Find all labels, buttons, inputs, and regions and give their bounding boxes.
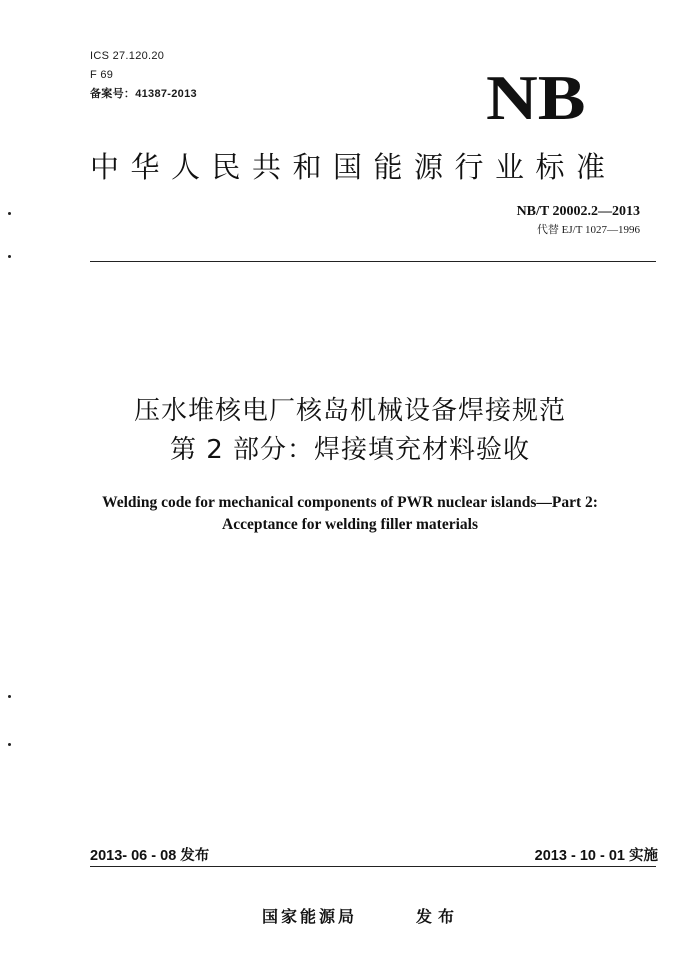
margin-mark bbox=[8, 743, 11, 746]
ccs-code: F 69 bbox=[90, 69, 114, 81]
ics-code: ICS 27.120.20 bbox=[90, 50, 165, 62]
title-en-line2: Acceptance for welding filler materials bbox=[222, 516, 478, 533]
issuer-name: 国家能源局 bbox=[262, 907, 358, 926]
standard-class-heading: 中华人民共和国能源行业标准 bbox=[90, 150, 617, 184]
standard-number: NB/T 20002.2—2013 bbox=[516, 204, 640, 219]
margin-mark bbox=[8, 255, 11, 258]
header-divider bbox=[90, 261, 656, 262]
standard-code-block bbox=[517, 203, 640, 239]
effective-date: 2013 - 10 - 01 实施 bbox=[534, 848, 658, 864]
issuer-verb: 发布 bbox=[416, 907, 461, 926]
nb-logo: NB bbox=[486, 62, 586, 133]
title-en-line1: Welding code for mechanical components of PWR nuclear islands—Part 2: bbox=[102, 494, 598, 511]
title-cn-line1: 压水堆核电厂核岛机械设备焊接规范 bbox=[133, 396, 566, 426]
publish-date: 2013- 06 - 08 发布 bbox=[90, 848, 210, 864]
date-divider bbox=[90, 866, 656, 867]
margin-mark bbox=[8, 212, 11, 215]
title-cn-line2: 第 2 部分：焊接填充材料验收 bbox=[169, 435, 531, 465]
filing-number: 备案号：41387-2013 bbox=[90, 88, 197, 100]
replaces-standard: 代替 EJ/T 1027—1996 bbox=[536, 224, 640, 236]
margin-mark bbox=[8, 695, 11, 698]
